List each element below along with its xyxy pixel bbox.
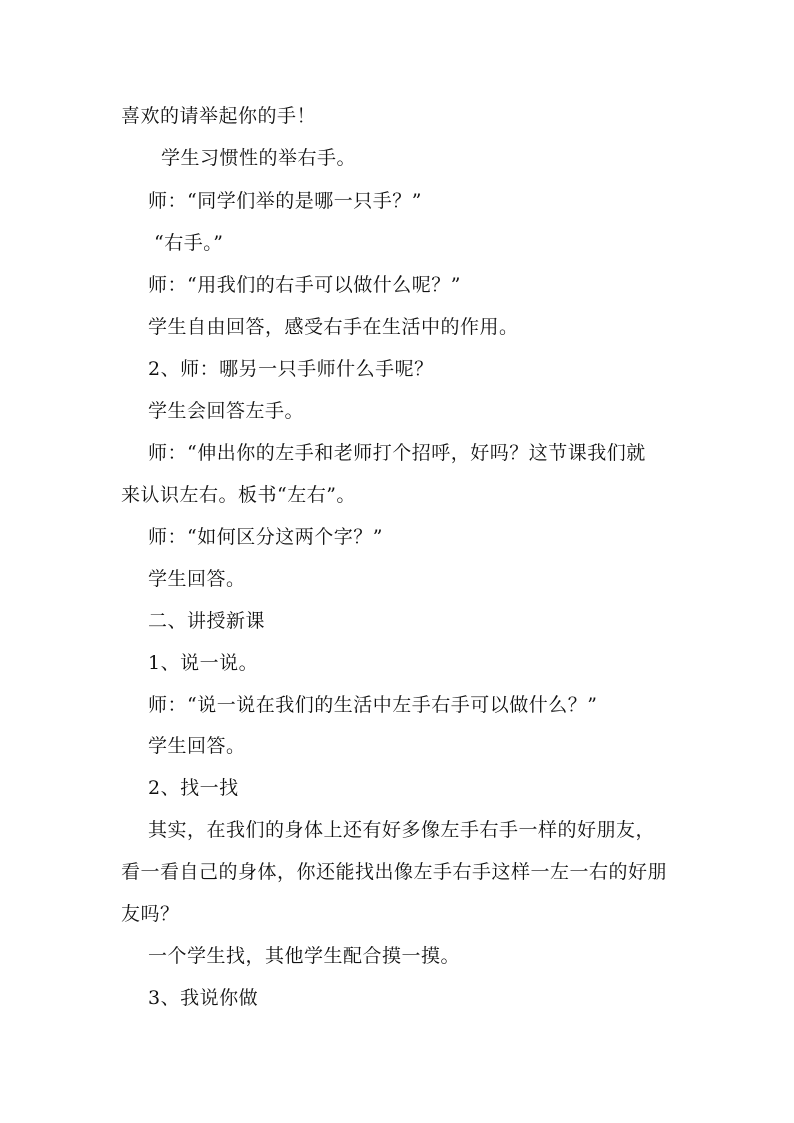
text-line: 一个学生找，其他学生配合摸一摸。	[148, 945, 461, 967]
text-line: 2、找一找	[148, 777, 239, 799]
text-line: 友吗？	[121, 903, 180, 925]
text-line: 师：“同学们举的是哪一只手？”	[148, 190, 422, 212]
text-line: “右手。”	[154, 232, 224, 254]
text-line: 师：“伸出你的左手和老师打个招呼，好吗？这节课我们就	[148, 442, 646, 464]
text-line: 师：“如何区分这两个字？”	[148, 526, 383, 548]
text-line: 学生自由回答，感受右手在生活中的作用。	[148, 316, 519, 338]
text-line: 2、师：哪另一只手师什么手呢？	[148, 358, 434, 380]
text-line: 看一看自己的身体，你还能找出像左手右手这样一左一右的好朋	[121, 861, 668, 883]
text-line: 学生回答。	[148, 735, 246, 757]
text-line: 学生回答。	[148, 568, 246, 590]
text-line: 师：“说一说在我们的生活中左手右手可以做什么？”	[148, 694, 598, 716]
text-line: 学生会回答左手。	[148, 400, 305, 422]
text-line: 来认识左右。板书“左右”。	[121, 484, 356, 506]
text-line: 3、我说你做	[148, 987, 259, 1009]
text-line: 师：“用我们的右手可以做什么呢？”	[148, 274, 461, 296]
text-line: 学生习惯性的举右手。	[161, 147, 357, 169]
text-line: 其实，在我们的身体上还有好多像左手右手一样的好朋友，	[148, 819, 656, 841]
section-heading: 二、讲授新课	[148, 610, 266, 632]
text-line: 1、说一说。	[148, 652, 259, 674]
text-line: 喜欢的请举起你的手！	[121, 105, 317, 127]
